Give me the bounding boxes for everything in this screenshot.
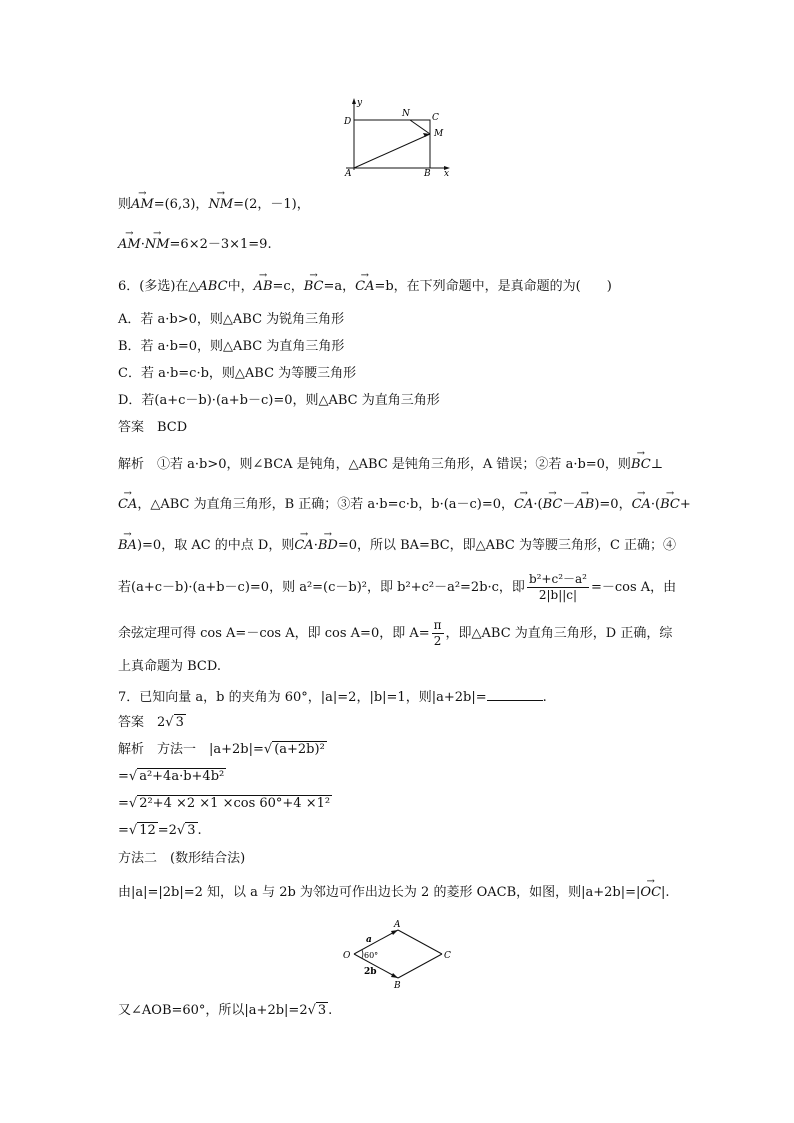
q6-option-b: B．若 a·b=0，则△ABC 为直角三角形 [118,339,345,354]
line-am-nm: 则→ AM=(6,3)，→ NM=(2，－1)， [118,196,310,214]
fig2-vec-2b: 2b [364,967,377,977]
q6-option-d: D．若(a+c－b)·(a+b－c)=0，则△ABC 为直角三角形 [118,393,440,408]
q6-option-c: C．若 a·b=c·b，则△ABC 为等腰三角形 [118,366,357,381]
q7-final: 又∠AOB=60°，所以|a+2b|=2√ 3 . [118,1003,333,1018]
fig1-d: D [344,117,352,127]
q6-solution-5: 余弦定理可得 cos A=－cos A，即 cos A=0，即 A= $\frac{\pi}{2}$ ，即△ABC 为直角三角形，D 正确，综 [118,618,673,648]
fig2-c-label: C [444,951,451,961]
q6-answer: 答案 BCD [118,420,188,435]
q7-stem: 7．已知向量 a，b 的夹角为 60°，|a|=2，|b|=1，则|a+2b|= . [118,690,547,705]
q6-solution-2: → CA，△ABC 为直角三角形，B 正确；③若 a·b=c·b，b·(a－c)=0，→ CA·(→ BC－→ AB)=0，→ CA·(→ BC+ [118,496,691,514]
fig2-vec-a: a [366,935,372,945]
q6-solution-6: 上真命题为 BCD. [118,659,221,674]
fig1-a: A [345,169,352,178]
fig1-x: x [444,169,450,178]
fig2-b-label: B [394,981,401,990]
fig1-n: N [402,109,410,119]
fig1-c: C [432,113,439,123]
q7-step-2: =√ a²+4a·b+4b² [118,769,225,784]
line-dot-product: → AM·→ NM=6×2－3×1=9. [118,236,272,254]
q7-method1: 解析 方法一 |a+2b|=√ (a+2b)² [118,742,325,757]
fig2-angle: 60° [364,951,379,960]
fig2-o-label: O [343,951,351,961]
fig1-y: y [357,98,363,108]
q6-stem: 6．(多选)在△ABC中，→ AB=c，→ BC=a，→ CA=b，在下列命题中，是真命题的为( ) [118,278,612,296]
fig2-a-label: A [394,920,401,930]
fig1-b: B [424,169,431,178]
q7-answer: 答案 2√ 3 [118,715,184,730]
q6-solution-1: 解析 ①若 a·b>0，则∠BCA 是钝角，△ABC 是钝角三角形，A 错误；②若 a·b=0，则→ BC⊥ [118,456,663,474]
coordinate-figure [336,96,466,178]
q7-step-3: =√ 2²+4 ×2 ×1 ×cos 60°+4 ×1² [118,796,331,811]
q7-step-4: =√ 12 =2√ 3 . [118,823,202,838]
q7-method2-text: 由|a|=|2b|=2 知，以 a 与 2b 为邻边可作出边长为 2 的菱形 OACB，如图，则|a+2b|=|→ OC|. [118,884,670,902]
rhombus-figure [340,918,460,990]
q6-option-a: A．若 a·b>0，则△ABC 为锐角三角形 [118,312,345,327]
q7-method2: 方法二 (数形结合法) [118,851,246,866]
q6-solution-3: → BA)=0，取 AC 的中点 D，则→ CA·→ BD=0，所以 BA=BC，即△ABC 为等腰三角形，C 正确；④ [118,537,676,555]
q6-solution-4: 若(a+c－b)·(a+b－c)=0，则 a²=(c－b)²，即 b²+c²－a²=2b·c，即 $\frac{\text{b²+c²－a²}}{2|b||c|}$ =－cos A，由 [118,572,677,602]
fig1-m: M [434,129,444,139]
